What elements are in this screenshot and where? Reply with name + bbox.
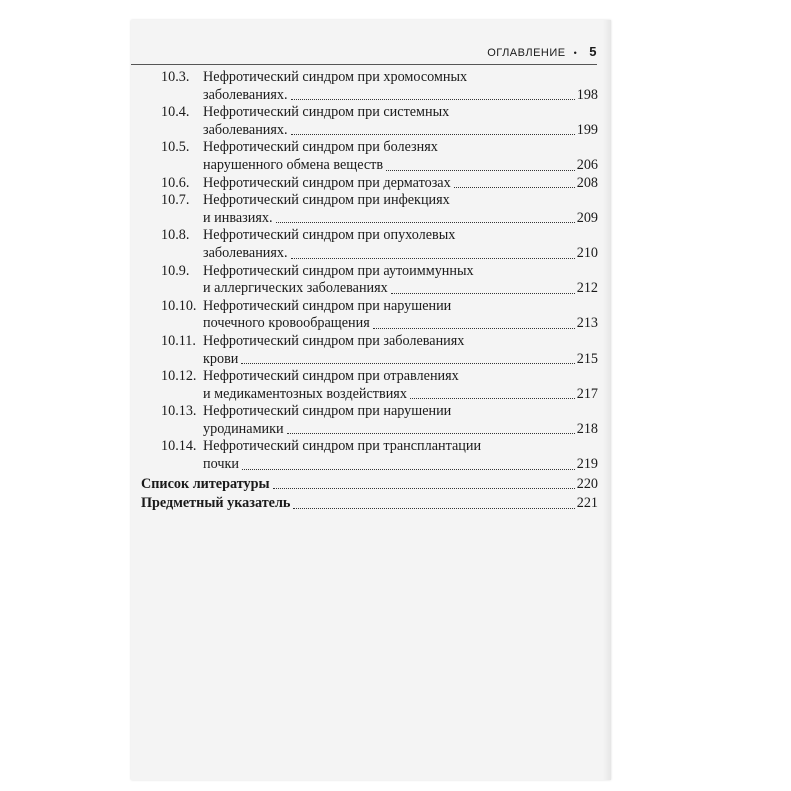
toc-entry-title-cont: уродинамики bbox=[203, 420, 284, 437]
toc-entry-title: Нефротический синдром при болезнях bbox=[203, 139, 438, 156]
toc-entry-title: Нефротический синдром при системных bbox=[203, 104, 450, 121]
toc-entry-number: 10.7. bbox=[161, 192, 190, 209]
dot-leader bbox=[291, 122, 575, 136]
dot-leader bbox=[291, 87, 575, 101]
toc-entry-number: 10.5. bbox=[161, 139, 190, 156]
toc-entry-title-cont: почечного кровообращения bbox=[203, 315, 370, 332]
toc-entry-title-cont: и медикаментозных воздействиях bbox=[203, 385, 407, 402]
dot-leader bbox=[293, 495, 574, 509]
toc-entry-line bbox=[203, 175, 598, 193]
toc-entry[interactable] bbox=[141, 403, 598, 438]
toc-entry-line bbox=[203, 210, 598, 228]
toc-top-entry-title: Предметный указатель bbox=[141, 495, 291, 512]
toc-entry-body bbox=[203, 298, 598, 333]
toc-entry-body bbox=[203, 192, 598, 227]
toc-entry-line bbox=[203, 122, 598, 140]
toc-entry[interactable] bbox=[141, 139, 598, 174]
table-of-contents bbox=[141, 69, 598, 513]
toc-entry-number: 10.14. bbox=[161, 438, 197, 455]
toc-entry-line bbox=[203, 351, 598, 369]
toc-entry-title: Нефротический синдром при отравлениях bbox=[203, 368, 459, 385]
toc-entry-title-cont: и аллергических заболеваниях bbox=[203, 280, 388, 297]
toc-entry-number: 10.11. bbox=[161, 332, 196, 349]
toc-entry-number: 10.9. bbox=[161, 262, 190, 279]
toc-entry-title: Нефротический синдром при нарушении bbox=[203, 297, 452, 314]
dot-leader bbox=[410, 386, 575, 400]
toc-top-entry[interactable] bbox=[141, 495, 598, 513]
dot-leader bbox=[242, 456, 575, 470]
toc-page-number: 198 bbox=[576, 86, 598, 103]
toc-entry-line bbox=[203, 333, 598, 351]
toc-page-number: 213 bbox=[576, 315, 598, 332]
toc-entry-number: 10.13. bbox=[161, 403, 197, 420]
toc-entry-body bbox=[203, 263, 598, 298]
toc-entry-body bbox=[203, 403, 598, 438]
toc-entry-title: Нефротический синдром при аутоиммунных bbox=[203, 262, 474, 279]
toc-page-number: 221 bbox=[576, 495, 598, 512]
toc-entry-line bbox=[203, 368, 598, 386]
toc-entry-number: 10.8. bbox=[161, 227, 190, 244]
dot-leader bbox=[241, 351, 574, 365]
toc-entry-body bbox=[203, 438, 598, 473]
dot-leader bbox=[373, 315, 575, 329]
toc-entry-title-cont: заболеваниях. bbox=[203, 86, 288, 103]
toc-entry-body bbox=[203, 368, 598, 403]
toc-entry-line bbox=[203, 386, 598, 404]
toc-page-number: 220 bbox=[576, 475, 598, 492]
toc-entry-title: Нефротический синдром при заболеваниях bbox=[203, 332, 465, 349]
dot-leader bbox=[386, 157, 575, 171]
toc-entry-body bbox=[203, 175, 598, 193]
dot-leader bbox=[391, 280, 575, 294]
toc-entry-title-cont: заболеваниях. bbox=[203, 121, 288, 138]
dot-leader bbox=[276, 210, 575, 224]
page-edge-shadow bbox=[603, 20, 611, 780]
toc-entry[interactable] bbox=[141, 368, 598, 403]
book-page bbox=[131, 20, 611, 780]
toc-entry-title: Нефротический синдром при инфекциях bbox=[203, 192, 450, 209]
dot-leader bbox=[454, 175, 575, 189]
toc-page-number: 199 bbox=[576, 121, 598, 138]
toc-entry[interactable] bbox=[141, 263, 598, 298]
toc-entry-title-cont: нарушенного обмена веществ bbox=[203, 156, 384, 173]
toc-entry-body bbox=[203, 139, 598, 174]
toc-page-number: 208 bbox=[576, 174, 598, 191]
toc-entry-line bbox=[203, 298, 598, 316]
toc-entry-body bbox=[203, 333, 598, 368]
toc-entry-line bbox=[203, 403, 598, 421]
toc-page-number: 206 bbox=[576, 156, 598, 173]
toc-entry-body bbox=[203, 69, 598, 104]
toc-entry-line bbox=[203, 192, 598, 210]
toc-entry-number: 10.6. bbox=[161, 174, 190, 191]
toc-page-number: 219 bbox=[576, 456, 598, 473]
toc-entry-title-cont: крови bbox=[203, 350, 239, 367]
header-bullet: • bbox=[573, 48, 578, 58]
toc-page-number: 210 bbox=[576, 244, 598, 261]
toc-entry-number: 10.10. bbox=[161, 297, 197, 314]
toc-entry-number: 10.12. bbox=[161, 368, 197, 385]
toc-entry-body bbox=[203, 104, 598, 139]
toc-page-number: 217 bbox=[576, 385, 598, 402]
toc-entry[interactable] bbox=[141, 298, 598, 333]
toc-page-number: 209 bbox=[576, 209, 598, 226]
toc-entry-line bbox=[203, 438, 598, 456]
toc-entry[interactable] bbox=[141, 175, 598, 193]
toc-entry-line bbox=[203, 69, 598, 87]
toc-entry[interactable] bbox=[141, 227, 598, 262]
toc-top-entry-title: Список литературы bbox=[141, 475, 270, 492]
toc-entry-title-cont: заболеваниях. bbox=[203, 244, 288, 261]
toc-entry-title: Нефротический синдром при опухолевых bbox=[203, 227, 456, 244]
toc-entry[interactable] bbox=[141, 69, 598, 104]
toc-entry-line bbox=[203, 280, 598, 298]
header-rule bbox=[131, 64, 597, 65]
toc-entry[interactable] bbox=[141, 192, 598, 227]
toc-entry-line bbox=[203, 315, 598, 333]
toc-entry-body bbox=[203, 227, 598, 262]
toc-entry[interactable] bbox=[141, 333, 598, 368]
dot-leader bbox=[291, 245, 575, 259]
toc-entry-line bbox=[203, 104, 598, 122]
toc-entry-title: Нефротический синдром при трансплантации bbox=[203, 438, 482, 455]
toc-page-number: 212 bbox=[576, 280, 598, 297]
header-section-title: ОГЛАВЛЕНИЕ bbox=[487, 47, 566, 59]
toc-page-number: 218 bbox=[576, 420, 598, 437]
toc-entry-line bbox=[203, 227, 598, 245]
toc-entry-title: Нефротический синдром при нарушении bbox=[203, 403, 452, 420]
toc-entry-line bbox=[203, 245, 598, 263]
toc-entry-title: Нефротический синдром при хромосомных bbox=[203, 69, 468, 85]
toc-top-entry[interactable] bbox=[141, 476, 598, 494]
toc-entry-title-cont: почки bbox=[203, 456, 239, 473]
running-header bbox=[131, 44, 597, 59]
toc-entry-line bbox=[203, 139, 598, 157]
toc-page-number: 215 bbox=[576, 350, 598, 367]
toc-entry[interactable] bbox=[141, 104, 598, 139]
toc-entry-line bbox=[203, 157, 598, 175]
toc-entry-title-cont: и инвазиях. bbox=[203, 209, 273, 226]
toc-entry-line bbox=[203, 456, 598, 474]
toc-entry-line bbox=[203, 87, 598, 105]
toc-entry-line bbox=[203, 263, 598, 281]
dot-leader bbox=[273, 476, 575, 490]
toc-entry-number: 10.3. bbox=[161, 69, 190, 85]
toc-entry-number: 10.4. bbox=[161, 104, 190, 121]
header-page-number: 5 bbox=[589, 44, 597, 59]
toc-entry-title: Нефротический синдром при дерматозах bbox=[203, 174, 451, 191]
toc-entry-line bbox=[203, 421, 598, 439]
dot-leader bbox=[287, 421, 575, 435]
toc-entry[interactable] bbox=[141, 438, 598, 473]
